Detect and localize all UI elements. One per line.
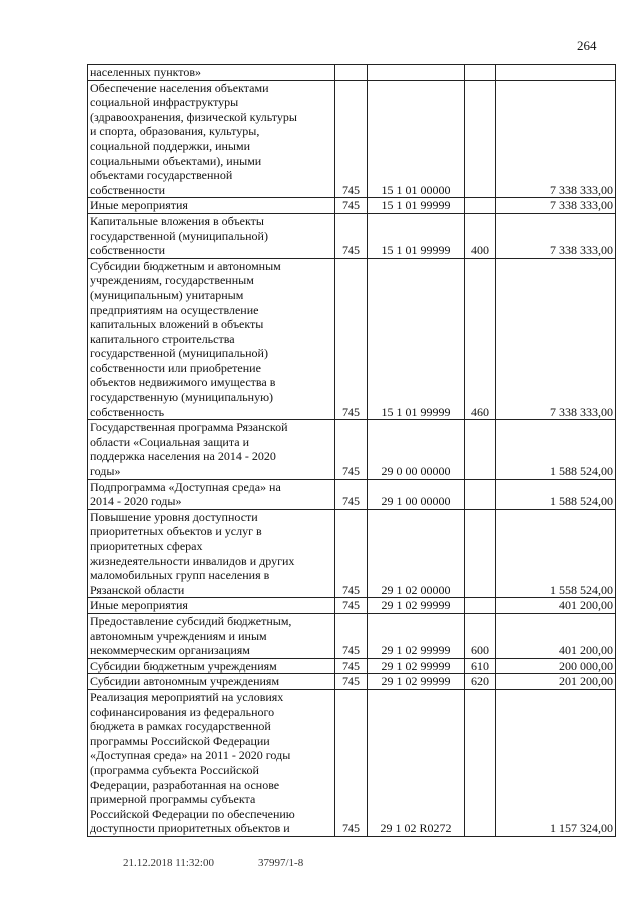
row-expense-type (465, 479, 496, 509)
row-name: населенных пунктов» (88, 65, 335, 81)
row-amount: 1 558 524,00 (496, 509, 616, 598)
row-expense-type (465, 80, 496, 198)
table-row (88, 258, 616, 420)
row-amount: 7 338 333,00 (496, 198, 616, 214)
table-row (88, 509, 616, 598)
row-amount: 7 338 333,00 (496, 80, 616, 198)
row-name: Субсидии автономным учреждениям (88, 674, 335, 690)
row-expense-type: 600 (465, 613, 496, 658)
row-name: Повышение уровня доступности приоритетных объектов и услуг в приоритетных сферах жизнедеятельности инвалидов и других маломобильных групп населения в Рязанской области (88, 509, 335, 598)
table-row (88, 674, 616, 690)
row-amount: 401 200,00 (496, 613, 616, 658)
row-expense-type: 460 (465, 258, 496, 420)
row-amount: 1 588 524,00 (496, 420, 616, 479)
row-name: Капитальные вложения в объекты государственной (муниципальной) собственности (88, 213, 335, 258)
table-row (88, 658, 616, 674)
row-target-article: 29 1 02 99999 (368, 674, 465, 690)
row-expense-type (465, 509, 496, 598)
row-target-article: 29 1 02 00000 (368, 509, 465, 598)
row-target-article: 29 1 02 99999 (368, 658, 465, 674)
row-target-article: 15 1 01 99999 (368, 258, 465, 420)
row-name: Предоставление субсидий бюджетным, автономным учреждениям и иным некоммерческим организациям (88, 613, 335, 658)
table-row (88, 598, 616, 614)
row-target-article: 29 1 02 R0272 (368, 689, 465, 836)
row-name: Обеспечение населения объектами социальной инфраструктуры (здравоохранения, физической культуры и спорта, образования, культуры, социальной поддержки, иными социальными объектами), иными объектами государственной собственности (88, 80, 335, 198)
row-code: 745 (335, 258, 368, 420)
row-expense-type (465, 198, 496, 214)
table-row (88, 613, 616, 658)
row-target-article: 15 1 01 99999 (368, 213, 465, 258)
row-expense-type: 400 (465, 213, 496, 258)
row-code: 745 (335, 479, 368, 509)
row-target-article: 29 0 00 00000 (368, 420, 465, 479)
row-code: 745 (335, 689, 368, 836)
row-amount: 401 200,00 (496, 598, 616, 614)
budget-table (87, 64, 616, 837)
row-name: Иные мероприятия (88, 198, 335, 214)
row-code: 745 (335, 198, 368, 214)
page-number: 264 (577, 38, 597, 53)
row-code: 745 (335, 658, 368, 674)
row-code: 745 (335, 80, 368, 198)
footer-doc-number: 37997/1-8 (258, 857, 304, 869)
footer-datetime: 21.12.2018 11:32:00 (123, 857, 214, 869)
table-row (88, 689, 616, 836)
row-code (335, 65, 368, 81)
table-row (88, 479, 616, 509)
row-expense-type: 620 (465, 674, 496, 690)
row-code: 745 (335, 420, 368, 479)
table-row (88, 80, 616, 198)
row-amount: 200 000,00 (496, 658, 616, 674)
row-amount: 1 157 324,00 (496, 689, 616, 836)
row-name: Субсидии бюджетным учреждениям (88, 658, 335, 674)
table-row (88, 65, 616, 81)
row-amount: 201 200,00 (496, 674, 616, 690)
row-code: 745 (335, 598, 368, 614)
table-row (88, 213, 616, 258)
row-code: 745 (335, 613, 368, 658)
row-code: 745 (335, 509, 368, 598)
row-expense-type (465, 689, 496, 836)
row-amount: 7 338 333,00 (496, 213, 616, 258)
row-expense-type: 610 (465, 658, 496, 674)
row-target-article: 29 1 02 99999 (368, 598, 465, 614)
row-target-article: 29 1 00 00000 (368, 479, 465, 509)
row-name: Государственная программа Рязанской области «Социальная защита и поддержка населения на 2014 - 2020 годы» (88, 420, 335, 479)
row-name: Иные мероприятия (88, 598, 335, 614)
row-name: Субсидии бюджетным и автономным учреждениям, государственным (муниципальным) унитарным предприятиям на осуществление капитальных вложений в объекты капитального строительства государственной (муниципальной) собственности или приобретение объектов недвижимого имущества в государственную (муниципальную) собственность (88, 258, 335, 420)
row-expense-type (465, 420, 496, 479)
row-target-article: 29 1 02 99999 (368, 613, 465, 658)
row-amount (496, 65, 616, 81)
row-target-article: 15 1 01 00000 (368, 80, 465, 198)
row-code: 745 (335, 674, 368, 690)
table-row (88, 198, 616, 214)
row-code: 745 (335, 213, 368, 258)
row-name: Реализация мероприятий на условиях софинансирования из федерального бюджета в рамках государственной программы Российской Федерации «Доступная среда» на 2011 - 2020 годы (программа субъекта Российской Федерации, разработанная на основе примерной программы субъекта Российской Федерации по обеспечению доступности приоритетных объектов и (88, 689, 335, 836)
table-row (88, 420, 616, 479)
row-expense-type (465, 598, 496, 614)
row-amount: 1 588 524,00 (496, 479, 616, 509)
row-target-article (368, 65, 465, 81)
row-target-article: 15 1 01 99999 (368, 198, 465, 214)
row-name: Подпрограмма «Доступная среда» на 2014 - 2020 годы» (88, 479, 335, 509)
row-amount: 7 338 333,00 (496, 258, 616, 420)
row-expense-type (465, 65, 496, 81)
